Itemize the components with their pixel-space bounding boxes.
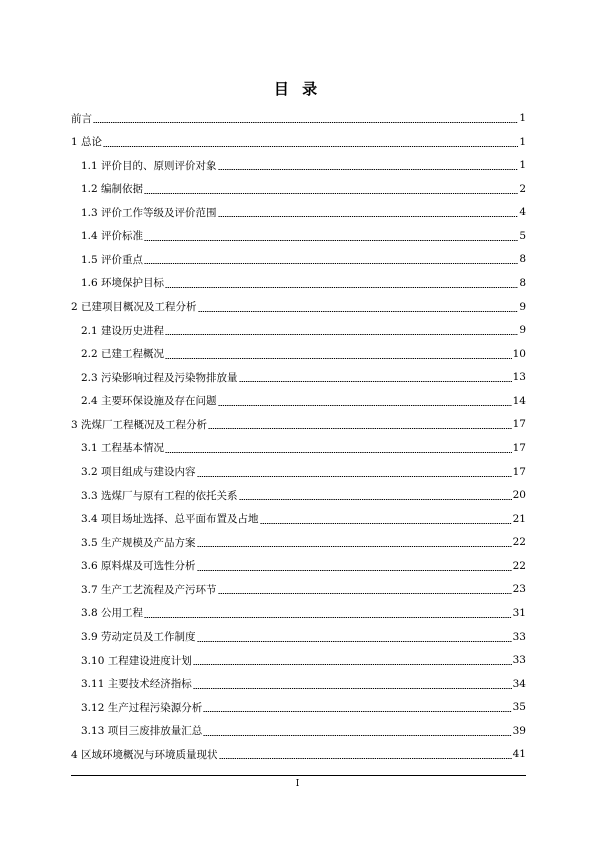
toc-entry[interactable] [81,461,526,483]
toc-entry[interactable] [71,743,526,765]
dot-leader [197,570,512,571]
toc-entry[interactable] [81,319,526,341]
toc-entry-title: 3.2 项目组成与建设内容 [81,466,196,479]
toc-entry[interactable] [81,366,526,388]
dot-leader [218,593,512,594]
toc-entry-title: 3.11 主要技术经济指标 [81,678,192,691]
dot-leader [165,358,512,359]
toc-entry-title: 前言 [71,112,92,125]
toc-entry-page: 41 [512,748,526,761]
toc-entry-title: 3.7 生产工艺流程及产污环节 [81,583,217,596]
dot-leader [239,499,512,500]
toc-entry[interactable] [81,437,526,459]
toc-entry-title: 1.5 评价重点 [81,253,144,266]
toc-entry-title: 3.10 工程建设进度计划 [81,654,192,667]
toc-entry-page: 34 [512,677,526,690]
toc-entry-page: 33 [512,654,526,667]
toc-entry-title: 1.4 评价标准 [81,230,144,243]
toc-entry-page: 2 [519,182,526,195]
toc-entry-title: 3.1 工程基本情况 [81,442,165,455]
dot-leader [93,122,518,123]
toc-entry-page: 1 [519,112,526,124]
footer-divider [71,775,526,776]
toc-entry-page: 14 [512,394,526,407]
toc-entry-page: 13 [512,371,526,384]
dot-leader [144,263,518,264]
toc-entry-title: 3.4 项目场址选择、总平面布置及占地 [81,513,259,526]
toc-entry[interactable] [81,272,526,294]
toc-entry[interactable] [81,555,526,577]
toc-entry[interactable] [81,531,526,553]
page-number: I [295,779,300,789]
toc-entry-title: 2.4 主要环保设施及存在问题 [81,395,217,408]
toc-entry[interactable] [81,626,526,648]
dot-leader [165,287,518,288]
dot-leader [165,452,512,453]
toc-entry-title: 3.12 生产过程污染源分析 [81,701,203,714]
toc-entry-page: 39 [512,724,526,737]
toc-entry-title: 1 总论 [71,136,103,149]
dot-leader [165,334,518,335]
toc-entry-title: 2.2 已建工程概况 [81,348,165,361]
toc-entry-title: 2.3 污染影响过程及污染物排放量 [81,371,238,384]
toc-entry-page: 17 [512,441,526,454]
toc-entry-page: 9 [519,324,526,337]
toc-entry-title: 3 洗煤厂工程概况及工程分析 [71,418,208,431]
page-title: 目 录 [273,80,322,98]
toc-entry-page: 23 [512,583,526,596]
dot-leader [144,617,512,618]
toc-entry[interactable] [81,578,526,600]
dot-leader [144,193,518,194]
dot-leader [197,546,512,547]
toc-entry[interactable] [81,343,526,365]
toc-entry[interactable] [81,248,526,270]
toc-entry-page: 8 [519,253,526,266]
toc-entry-title: 3.5 生产规模及产品方案 [81,536,196,549]
toc-entry-title: 3.3 选煤厂与原有工程的依托关系 [81,489,238,502]
toc-entry-page: 22 [512,536,526,549]
dot-leader [203,711,511,712]
toc-entry-title: 4 区域环境概况与环境质量现状 [71,748,218,761]
toc-entry[interactable] [71,296,526,318]
dot-leader [197,641,512,642]
dot-leader [193,688,512,689]
toc-entry[interactable] [81,178,526,200]
toc-entry-title: 3.6 原料煤及可选性分析 [81,560,196,573]
toc-entry-title: 3.8 公用工程 [81,607,144,620]
dot-leader [197,476,512,477]
dot-leader [203,735,511,736]
toc-entry-title: 2.1 建设历史进程 [81,324,165,337]
toc-entry-page: 8 [519,276,526,289]
toc-entry-title: 1.3 评价工作等级及评价范围 [81,206,217,219]
toc-entry[interactable] [71,131,526,153]
toc-entry[interactable] [81,225,526,247]
toc-entry-page: 31 [512,606,526,619]
dot-leader [208,428,512,429]
dot-leader [218,216,519,217]
toc-entry-page: 4 [519,206,526,219]
toc-entry-page: 10 [512,347,526,360]
toc-entry-page: 22 [512,559,526,572]
toc-entry-page: 9 [519,300,526,313]
toc-entry-page: 17 [512,418,526,431]
toc-entry[interactable] [71,107,526,129]
toc-entry-page: 17 [512,465,526,478]
toc-entry-title: 2 已建项目概况及工程分析 [71,301,197,314]
dot-leader [218,405,512,406]
toc-entry[interactable] [81,673,526,695]
toc-entry-title: 1.1 评价目的、原则评价对象 [81,159,217,172]
toc-entry-page: 20 [512,489,526,502]
dot-leader [103,146,518,147]
dot-leader [193,664,512,665]
toc-entry-page: 35 [512,701,526,714]
toc-entry[interactable] [81,508,526,530]
toc-entry-title: 1.6 环境保护目标 [81,277,165,290]
toc-entry[interactable] [81,201,526,223]
toc-entry[interactable] [81,484,526,506]
toc-entry[interactable] [71,413,526,435]
toc-entry-page: 21 [512,512,526,525]
toc-entry[interactable] [81,154,526,176]
toc-entry-title: 3.9 劳动定员及工作制度 [81,631,196,644]
toc-entry[interactable] [81,649,526,671]
toc-entry-page: 33 [512,630,526,643]
toc-entry[interactable] [81,602,526,624]
dot-leader [218,169,519,170]
toc-entry[interactable] [81,696,526,718]
toc-entry-page: 1 [519,159,526,172]
toc-entry-title: 1.2 编制依据 [81,183,144,196]
toc-entry-page: 5 [519,229,526,242]
toc-entry-title: 3.13 项目三废排放量汇总 [81,725,203,738]
toc-entry-page: 1 [519,135,526,148]
dot-leader [144,240,518,241]
dot-leader [219,758,512,759]
dot-leader [260,523,512,524]
toc-entry[interactable] [81,720,526,742]
dot-leader [239,381,512,382]
toc-entry[interactable] [81,390,526,412]
dot-leader [198,311,519,312]
